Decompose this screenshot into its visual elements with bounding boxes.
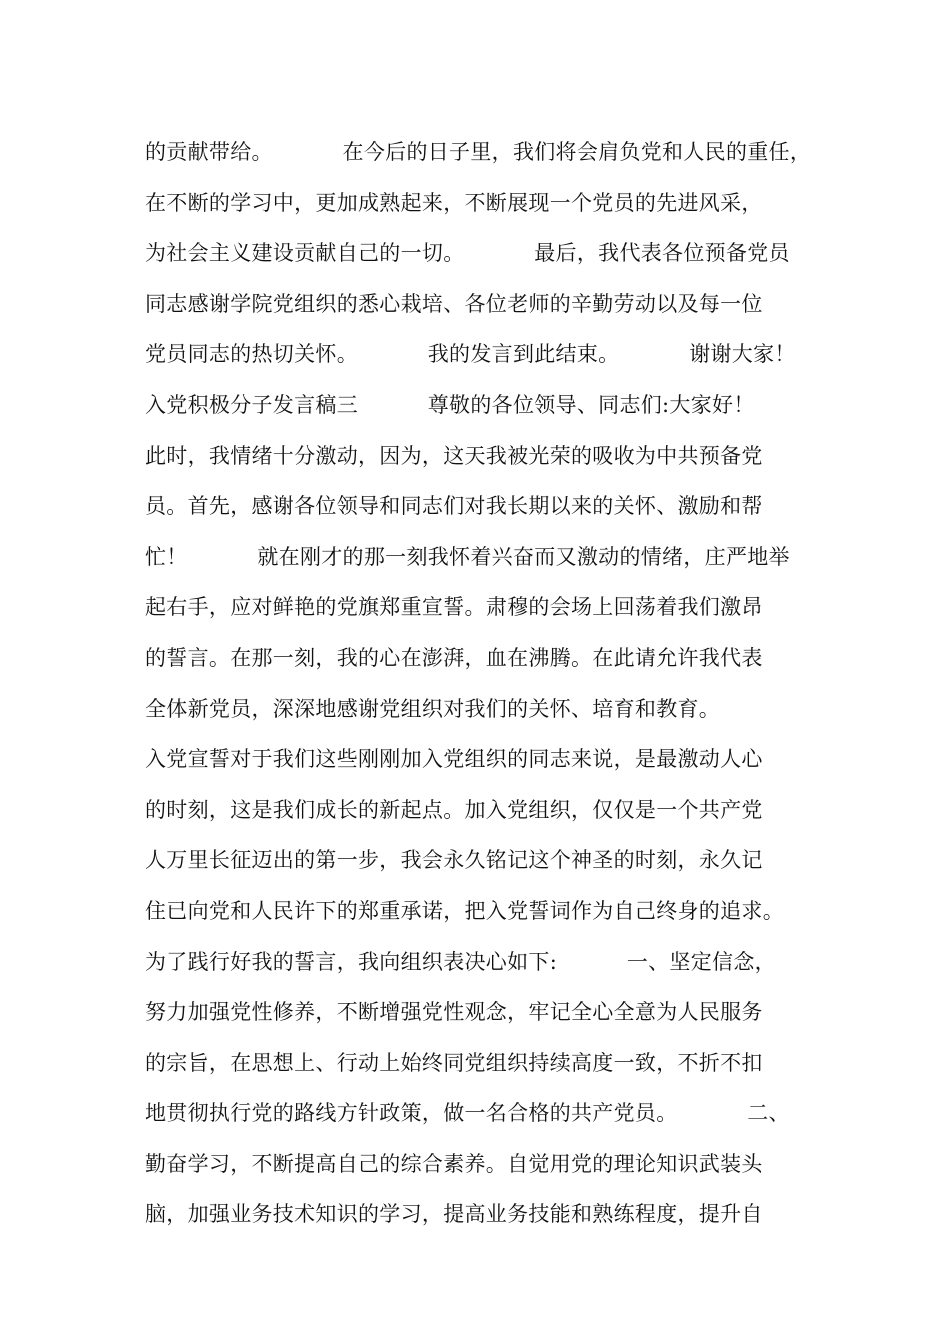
text-line: 人万里长征迈出的第一步，我会永久铭记这个神圣的时刻，永久记 [145, 848, 763, 873]
text-line: 党员同志的热切关怀。 我的发言到此结束。 谢谢大家！ [145, 342, 796, 367]
text-line: 入党积极分子发言稿三 尊敬的各位领导、同志们:大家好！ [145, 392, 755, 417]
text-line: 入党宣誓对于我们这些刚刚加入党组织的同志来说，是最激动人心 [145, 747, 763, 772]
body-text [145, 127, 845, 1240]
text-line: 住已向党和人民许下的郑重承诺，把入党誓词作为自己终身的追求。 [145, 898, 784, 923]
text-line: 地贯彻执行党的路线方针政策，做一名合格的共产党员。 二、 [145, 1101, 790, 1126]
text-line: 忙！ 就在刚才的那一刻我怀着兴奋而又激动的情绪，庄严地举 [145, 544, 790, 569]
text-line: 努力加强党性修养，不断增强党性观念，牢记全心全意为人民服务 [145, 1000, 763, 1025]
text-line: 全体新党员，深深地感谢党组织对我们的关怀、培育和教育。 [145, 696, 721, 721]
text-line: 的宗旨，在思想上、行动上始终同党组织持续高度一致，不折不扣 [145, 1050, 763, 1075]
text-line: 脑，加强业务技术知识的学习，提高业务技能和熟练程度，提升自 [145, 1202, 763, 1227]
text-line: 为了践行好我的誓言，我向组织表决心如下: 一、坚定信念， [145, 949, 776, 974]
text-line: 的誓言。在那一刻，我的心在澎湃，血在沸腾。在此请允许我代表 [145, 645, 763, 670]
text-line: 同志感谢学院党组织的悉心栽培、各位老师的辛勤劳动以及每一位 [145, 291, 763, 316]
text-line: 的时刻，这是我们成长的新起点。加入党组织，仅仅是一个共产党 [145, 797, 763, 822]
text-line: 起右手，应对鲜艳的党旗郑重宣誓。肃穆的会场上回荡着我们激昂 [145, 595, 763, 620]
text-line: 勤奋学习，不断提高自己的综合素养。自觉用党的理论知识武装头 [145, 1151, 763, 1176]
text-line: 此时，我情绪十分激动，因为，这天我被光荣的吸收为中共预备党 [145, 443, 763, 468]
text-line: 员。首先，感谢各位领导和同志们对我长期以来的关怀、激励和帮 [145, 494, 763, 519]
text-line: 为社会主义建设贡献自己的一切。 最后，我代表各位预备党员 [145, 241, 790, 266]
text-line: 在不断的学习中，更加成熟起来，不断展现一个党员的先进风采， [145, 190, 763, 215]
text-line: 的贡献带给。 在今后的日子里，我们将会肩负党和人民的重任， [145, 140, 812, 164]
